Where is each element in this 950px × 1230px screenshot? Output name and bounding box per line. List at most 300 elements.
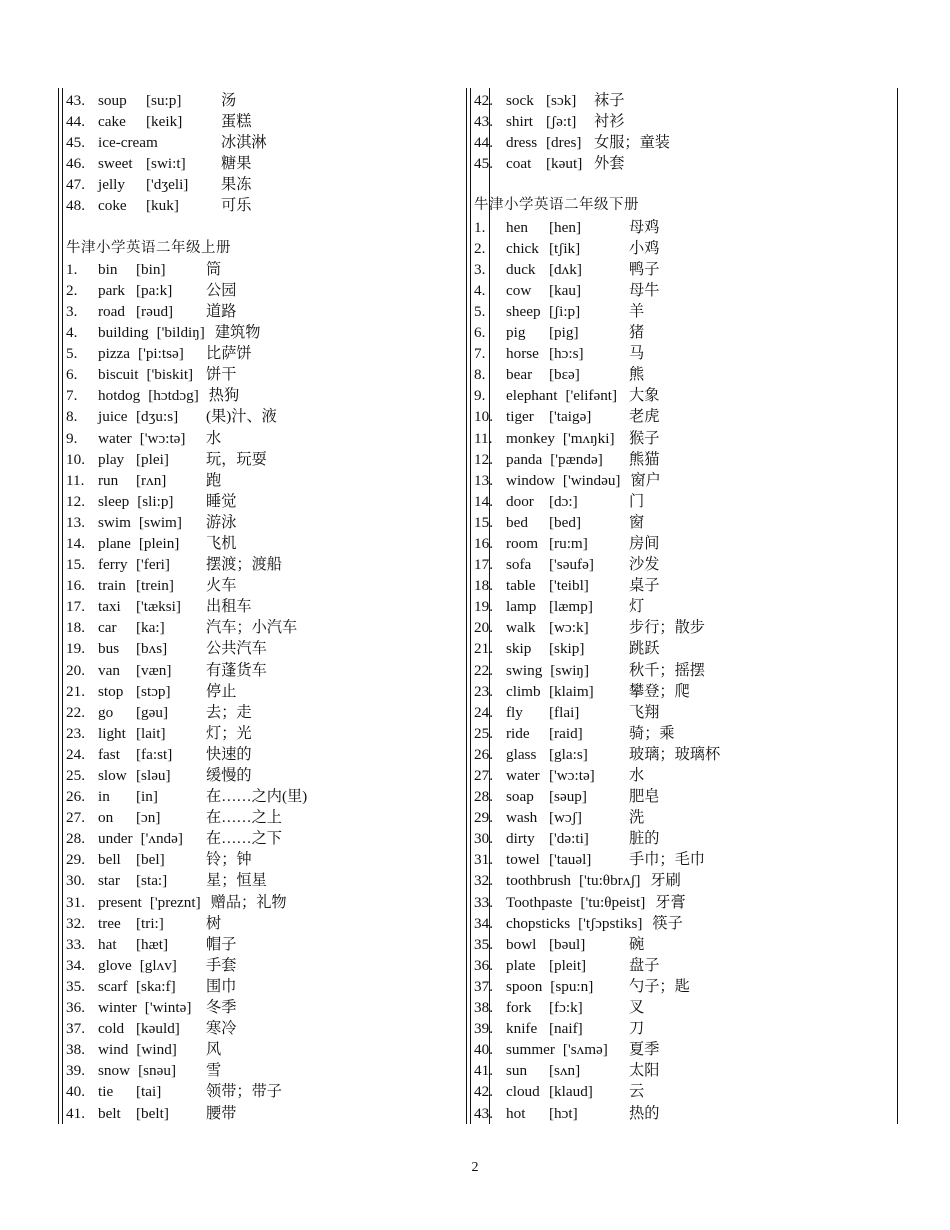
vocab-row — [66, 322, 466, 343]
vocab-phonetic: [gla:s] — [549, 745, 588, 763]
vocab-word: toothbrush — [506, 872, 571, 890]
vocab-row — [474, 470, 874, 491]
vocab-meaning: 腰带 — [206, 1104, 237, 1122]
vocab-phonetic: [væn] — [136, 661, 172, 679]
vocab-number: 13. — [66, 513, 85, 531]
vocab-row — [66, 491, 466, 512]
vocab-number: 36. — [66, 999, 85, 1017]
vocab-word: light — [98, 724, 126, 742]
vocab-number: 14. — [474, 492, 493, 510]
vocab-number: 12. — [474, 450, 493, 468]
vocab-meaning: 水 — [206, 429, 222, 447]
vocab-meaning: 肥皂 — [629, 788, 660, 806]
vocab-word: bowl — [506, 935, 537, 953]
vocab-number: 35. — [474, 935, 493, 953]
vocab-number: 24. — [66, 745, 85, 763]
vocab-number: 37. — [474, 977, 493, 995]
vocab-row — [474, 428, 874, 449]
section-heading: 牛津小学英语二年级上册 — [66, 239, 231, 256]
vocab-meaning: 灯 — [629, 598, 645, 616]
vocab-phonetic: [in] — [136, 788, 158, 806]
vocab-phonetic: [belt] — [136, 1104, 169, 1122]
vocab-phonetic: [bεə] — [549, 366, 580, 384]
vocab-meaning: 围巾 — [206, 977, 237, 995]
vocab-number: 45. — [66, 134, 85, 152]
vocab-number: 32. — [474, 872, 493, 890]
vocab-word: ice-cream — [98, 134, 158, 152]
vocab-row — [66, 364, 466, 385]
vocab-word: hotdog — [98, 387, 141, 405]
vocab-number: 6. — [474, 324, 486, 342]
vocab-meaning: 沙发 — [629, 556, 660, 574]
vocab-phonetic: ['pi:tsə] — [138, 345, 184, 363]
vocab-row — [474, 617, 874, 638]
vocab-word: skip — [506, 640, 532, 658]
vocab-meaning: 房间 — [629, 534, 660, 552]
vocab-meaning: 老虎 — [629, 408, 660, 426]
vocab-word: on — [98, 809, 114, 827]
vocab-word: bell — [98, 851, 121, 869]
vocab-number: 38. — [474, 999, 493, 1017]
vocab-row — [66, 111, 466, 132]
vocab-phonetic: [klaim] — [549, 682, 594, 700]
vocab-row — [474, 1060, 874, 1081]
vocab-phonetic: [hɔ:s] — [549, 345, 584, 363]
vocab-row — [66, 723, 466, 744]
vocab-number: 16. — [66, 577, 85, 595]
vocab-word: bear — [506, 366, 533, 384]
vocab-meaning: 羊 — [629, 302, 645, 320]
vocab-number: 3. — [474, 260, 486, 278]
vocab-row — [474, 955, 874, 976]
vocab-word: taxi — [98, 598, 121, 616]
vocab-number: 26. — [474, 745, 493, 763]
vocab-word: spoon — [506, 977, 543, 995]
vocab-number: 38. — [66, 1041, 85, 1059]
vocab-phonetic: [raid] — [549, 724, 583, 742]
vocab-row — [474, 533, 874, 554]
vocab-row — [474, 892, 874, 913]
vocab-phonetic: [səup] — [549, 788, 587, 806]
vocab-word: sleep — [98, 492, 130, 510]
column-border — [470, 88, 471, 1124]
vocab-meaning: 果冻 — [221, 176, 252, 194]
vocab-meaning: 牙膏 — [655, 893, 686, 911]
vocab-word: summer — [506, 1041, 555, 1059]
vocab-row — [474, 364, 874, 385]
section-spacer — [66, 217, 466, 238]
vocab-number: 20. — [66, 661, 85, 679]
vocab-number: 28. — [66, 830, 85, 848]
vocab-row — [66, 765, 466, 786]
vocab-number: 36. — [474, 956, 493, 974]
vocab-list-left — [66, 90, 466, 1124]
vocab-meaning: 比萨饼 — [206, 345, 252, 363]
vocab-row — [474, 217, 874, 238]
vocab-number: 12. — [66, 492, 85, 510]
vocab-number: 27. — [66, 809, 85, 827]
vocab-meaning: 睡觉 — [206, 492, 237, 510]
vocab-word: sofa — [506, 556, 532, 574]
vocab-phonetic: [kəuld] — [136, 1020, 180, 1038]
vocab-word: plane — [98, 534, 131, 552]
vocab-phonetic: [pig] — [549, 324, 579, 342]
vocab-number: 33. — [66, 935, 85, 953]
vocab-meaning: 玻璃；玻璃杯 — [629, 745, 721, 763]
vocab-meaning: 饼干 — [206, 366, 237, 384]
vocab-number: 40. — [474, 1041, 493, 1059]
vocab-meaning: 在……之下 — [206, 830, 282, 848]
vocab-phonetic: ['teibl] — [549, 577, 589, 595]
vocab-number: 19. — [474, 598, 493, 616]
vocab-word: sock — [506, 92, 534, 109]
vocab-row — [474, 90, 874, 111]
vocab-row — [66, 913, 466, 934]
vocab-meaning: 跳跃 — [629, 640, 660, 658]
vocab-number: 25. — [474, 724, 493, 742]
vocab-phonetic: [pleit] — [549, 956, 587, 974]
vocab-phonetic: [sɔk] — [546, 92, 577, 109]
vocab-number: 23. — [474, 682, 493, 700]
vocab-phonetic: [kuk] — [146, 197, 179, 215]
vocab-meaning: 缓慢的 — [206, 767, 252, 784]
vocab-row — [474, 111, 874, 132]
vocab-word: tiger — [506, 408, 534, 426]
vocab-meaning: 骑；乘 — [629, 724, 675, 742]
vocab-row — [66, 744, 466, 765]
vocab-meaning: 秋千；摇摆 — [629, 661, 705, 679]
vocab-phonetic: [ɔn] — [136, 809, 161, 827]
vocab-word: coat — [506, 155, 532, 173]
vocab-meaning: 星；恒星 — [206, 872, 267, 890]
vocab-word: bin — [98, 260, 118, 278]
vocab-phonetic: [skip] — [549, 640, 585, 658]
vocab-row — [66, 870, 466, 891]
vocab-meaning: 攀登；爬 — [629, 682, 690, 700]
vocab-meaning: 停止 — [206, 682, 237, 700]
vocab-word: walk — [506, 619, 536, 637]
vocab-meaning: 玩，玩耍 — [206, 450, 267, 468]
vocab-meaning: 寒冷 — [206, 1020, 237, 1038]
vocab-meaning: 快速的 — [206, 745, 252, 763]
vocab-phonetic: [sta:] — [136, 872, 168, 890]
vocab-number: 40. — [66, 1083, 85, 1101]
vocab-number: 1. — [66, 260, 78, 278]
vocab-word: monkey — [506, 429, 555, 447]
vocab-word: horse — [506, 345, 539, 363]
vocab-number: 4. — [474, 281, 486, 299]
vocab-meaning: 小鸡 — [629, 239, 660, 257]
vocab-meaning: 灯；光 — [206, 724, 252, 742]
vocab-word: hot — [506, 1104, 526, 1122]
vocab-phonetic: [su:p] — [146, 92, 182, 109]
vocab-phonetic: [keik] — [146, 113, 183, 131]
section-heading: 牛津小学英语二年级下册 — [474, 197, 639, 214]
vocab-word: tree — [98, 914, 121, 932]
vocab-row — [66, 153, 466, 174]
vocab-row — [66, 406, 466, 427]
vocab-word: water — [98, 429, 132, 447]
vocab-word: cake — [98, 113, 126, 131]
vocab-meaning: 筷子 — [652, 914, 683, 932]
vocab-phonetic: [dʌk] — [549, 260, 582, 278]
vocab-number: 6. — [66, 366, 78, 384]
vocab-row — [66, 512, 466, 533]
vocab-row — [474, 976, 874, 997]
vocab-phonetic: ['feri] — [136, 556, 170, 574]
vocab-number: 26. — [66, 788, 85, 806]
vocab-list-right — [474, 90, 874, 1124]
vocab-phonetic: [læmp] — [549, 598, 593, 616]
vocab-word: fly — [506, 703, 523, 721]
vocab-number: 3. — [66, 302, 78, 320]
vocab-row — [66, 934, 466, 955]
vocab-row — [66, 1103, 466, 1124]
vocab-word: in — [98, 788, 110, 806]
vocab-word: park — [98, 281, 125, 299]
vocab-meaning: 汽车；小汽车 — [206, 619, 298, 637]
vocab-meaning: 刀 — [629, 1020, 645, 1038]
vocab-phonetic: [flai] — [549, 703, 580, 721]
vocab-word: car — [98, 619, 117, 637]
vocab-meaning: 出租车 — [206, 598, 252, 616]
column-border — [62, 88, 63, 1124]
vocab-phonetic: [spu:n] — [550, 977, 594, 995]
vocab-number: 29. — [66, 851, 85, 869]
vocab-word: chick — [506, 239, 539, 257]
vocab-word: road — [98, 302, 125, 320]
vocab-meaning: 道路 — [206, 302, 237, 320]
vocab-number: 24. — [474, 703, 493, 721]
vocab-word: cloud — [506, 1083, 540, 1101]
vocab-word: biscuit — [98, 366, 139, 384]
right-column — [466, 88, 886, 1124]
vocab-row — [66, 1039, 466, 1060]
vocab-phonetic: [trein] — [136, 577, 174, 595]
vocab-word: panda — [506, 450, 543, 468]
vocab-word: coke — [98, 197, 127, 215]
vocab-row — [474, 153, 874, 174]
vocab-number: 15. — [66, 556, 85, 574]
vocab-word: scarf — [98, 977, 128, 995]
vocab-number: 44. — [474, 134, 493, 152]
vocab-meaning: 太阳 — [629, 1062, 660, 1080]
vocab-number: 37. — [66, 1020, 85, 1038]
vocab-phonetic: [lait] — [136, 724, 166, 742]
vocab-word: slow — [98, 767, 127, 784]
vocab-meaning: 熊猫 — [629, 450, 660, 468]
vocab-row — [474, 301, 874, 322]
vocab-word: swim — [98, 513, 131, 531]
vocab-row — [66, 385, 466, 406]
vocab-row — [474, 997, 874, 1018]
vocab-phonetic: [ka:] — [136, 619, 165, 637]
vocab-phonetic: [dʒu:s] — [136, 408, 179, 426]
vocab-number: 30. — [66, 872, 85, 890]
vocab-phonetic: [swi:t] — [146, 155, 186, 173]
vocab-word: pig — [506, 324, 526, 342]
vocab-row — [474, 596, 874, 617]
vocab-word: cold — [98, 1020, 125, 1038]
vocab-number: 13. — [474, 471, 493, 489]
vocab-meaning: 领带；带子 — [206, 1083, 282, 1101]
vocab-word: towel — [506, 851, 540, 869]
vocab-row — [66, 428, 466, 449]
vocab-number: 22. — [66, 703, 85, 721]
vocab-phonetic: [bin] — [136, 260, 166, 278]
vocab-row — [66, 90, 466, 111]
vocab-row — [66, 343, 466, 364]
vocab-number: 14. — [66, 534, 85, 552]
vocab-number: 34. — [474, 914, 493, 932]
vocab-phonetic: [klaud] — [549, 1083, 593, 1101]
vocab-number: 2. — [66, 281, 78, 299]
vocab-word: fork — [506, 999, 532, 1017]
vocab-meaning: 汤 — [221, 92, 237, 109]
vocab-number: 42. — [474, 92, 493, 109]
vocab-phonetic: [kau] — [549, 281, 582, 299]
vocab-row — [474, 870, 874, 891]
vocab-phonetic: ['tæksi] — [136, 598, 181, 616]
vocab-row — [66, 976, 466, 997]
vocab-number: 25. — [66, 767, 85, 784]
vocab-word: knife — [506, 1020, 538, 1038]
vocab-phonetic: [hæt] — [136, 935, 169, 953]
vocab-number: 11. — [66, 471, 85, 489]
vocab-word: snow — [98, 1062, 131, 1080]
vocab-phonetic: [snəu] — [138, 1062, 177, 1080]
vocab-word: soup — [98, 92, 127, 109]
vocab-meaning: 公园 — [206, 281, 237, 299]
vocab-row — [474, 575, 874, 596]
vocab-word: water — [506, 767, 540, 784]
vocab-word: glass — [506, 745, 537, 763]
vocab-number: 18. — [66, 619, 85, 637]
vocab-row — [474, 554, 874, 575]
vocab-row — [474, 1018, 874, 1039]
vocab-word: table — [506, 577, 536, 595]
vocab-meaning: 帽子 — [206, 935, 237, 953]
vocab-number: 9. — [66, 429, 78, 447]
vocab-number: 46. — [66, 155, 85, 173]
vocab-meaning: 雪 — [206, 1062, 222, 1080]
vocab-word: jelly — [98, 176, 125, 194]
vocab-row — [66, 660, 466, 681]
vocab-meaning: 摆渡；渡船 — [206, 556, 282, 574]
vocab-meaning: 手套 — [206, 956, 237, 974]
vocab-phonetic: [swiŋ] — [550, 661, 590, 679]
vocab-number: 1. — [474, 218, 486, 236]
vocab-phonetic: ['sʌmə] — [562, 1041, 608, 1059]
vocab-word: stop — [98, 682, 124, 700]
vocab-phonetic: [dɔ:] — [549, 492, 578, 510]
vocab-row — [66, 638, 466, 659]
vocab-number: 17. — [66, 598, 85, 616]
vocab-row — [474, 132, 874, 153]
vocab-number: 43. — [66, 92, 85, 109]
vocab-row — [474, 1081, 874, 1102]
vocab-phonetic: [rʌn] — [136, 471, 167, 489]
vocab-word: wash — [506, 809, 538, 827]
vocab-word: Toothpaste — [506, 893, 573, 911]
vocab-phonetic: [sʌn] — [549, 1062, 581, 1080]
vocab-number: 39. — [66, 1062, 85, 1080]
vocab-number: 5. — [474, 302, 486, 320]
vocab-row — [474, 1103, 874, 1124]
vocab-row — [474, 849, 874, 870]
vocab-number: 31. — [66, 893, 85, 911]
vocab-number: 21. — [474, 640, 493, 658]
vocab-word: hen — [506, 218, 528, 236]
vocab-meaning: 糖果 — [221, 155, 252, 173]
vocab-phonetic: ['elifənt] — [565, 387, 618, 405]
vocab-row — [66, 132, 466, 153]
vocab-meaning: 桌子 — [629, 577, 660, 595]
vocab-word: chopsticks — [506, 914, 571, 932]
vocab-meaning: 猪 — [629, 324, 645, 342]
vocab-row — [66, 1018, 466, 1039]
vocab-row — [66, 554, 466, 575]
vocab-meaning: 叉 — [629, 999, 645, 1017]
vocab-row — [66, 955, 466, 976]
vocab-row — [66, 195, 466, 216]
vocab-meaning: 去；走 — [206, 703, 252, 721]
vocab-row — [474, 491, 874, 512]
vocab-number: 10. — [66, 450, 85, 468]
vocab-word: present — [98, 893, 142, 911]
vocab-word: duck — [506, 260, 536, 278]
vocab-phonetic: ['bildiŋ] — [156, 324, 205, 342]
vocab-number: 17. — [474, 556, 493, 574]
vocab-phonetic: ['biskit] — [146, 366, 194, 384]
vocab-number: 15. — [474, 513, 493, 531]
vocab-meaning: 马 — [629, 345, 645, 363]
vocab-meaning: 步行；散步 — [629, 619, 705, 637]
vocab-word: building — [98, 324, 149, 342]
vocab-phonetic: ['tauəl] — [549, 851, 592, 869]
vocab-phonetic: ['səufə] — [549, 556, 594, 574]
vocab-row — [474, 934, 874, 955]
vocab-row — [66, 174, 466, 195]
vocab-number: 33. — [474, 893, 493, 911]
vocab-number: 7. — [66, 387, 78, 405]
vocab-number: 5. — [66, 345, 78, 363]
vocab-phonetic: ['tu:θbrʌʃ] — [578, 872, 641, 890]
vocab-meaning: 冰淇淋 — [221, 134, 267, 152]
vocab-phonetic: ['windəu] — [562, 471, 621, 489]
vocab-word: dirty — [506, 830, 535, 848]
vocab-row — [474, 280, 874, 301]
vocab-phonetic: [hɔtdɔg] — [148, 387, 199, 405]
vocab-number: 34. — [66, 956, 85, 974]
vocab-row — [474, 385, 874, 406]
vocab-meaning: 碗 — [629, 935, 645, 953]
vocab-phonetic: ['taigə] — [549, 408, 592, 426]
vocab-row — [66, 280, 466, 301]
vocab-phonetic: [glʌv] — [139, 956, 177, 974]
vocab-row — [474, 681, 874, 702]
vocab-phonetic: ['pændə] — [550, 450, 603, 468]
vocab-phonetic: [swim] — [138, 513, 182, 531]
vocab-phonetic: [sləu] — [136, 767, 171, 784]
vocab-meaning: 云 — [629, 1083, 645, 1101]
vocab-row — [474, 807, 874, 828]
vocab-row — [474, 238, 874, 259]
vocab-word: plate — [506, 956, 536, 974]
vocab-phonetic: ['də:ti] — [549, 830, 589, 848]
vocab-row — [474, 406, 874, 427]
vocab-number: 44. — [66, 113, 85, 131]
